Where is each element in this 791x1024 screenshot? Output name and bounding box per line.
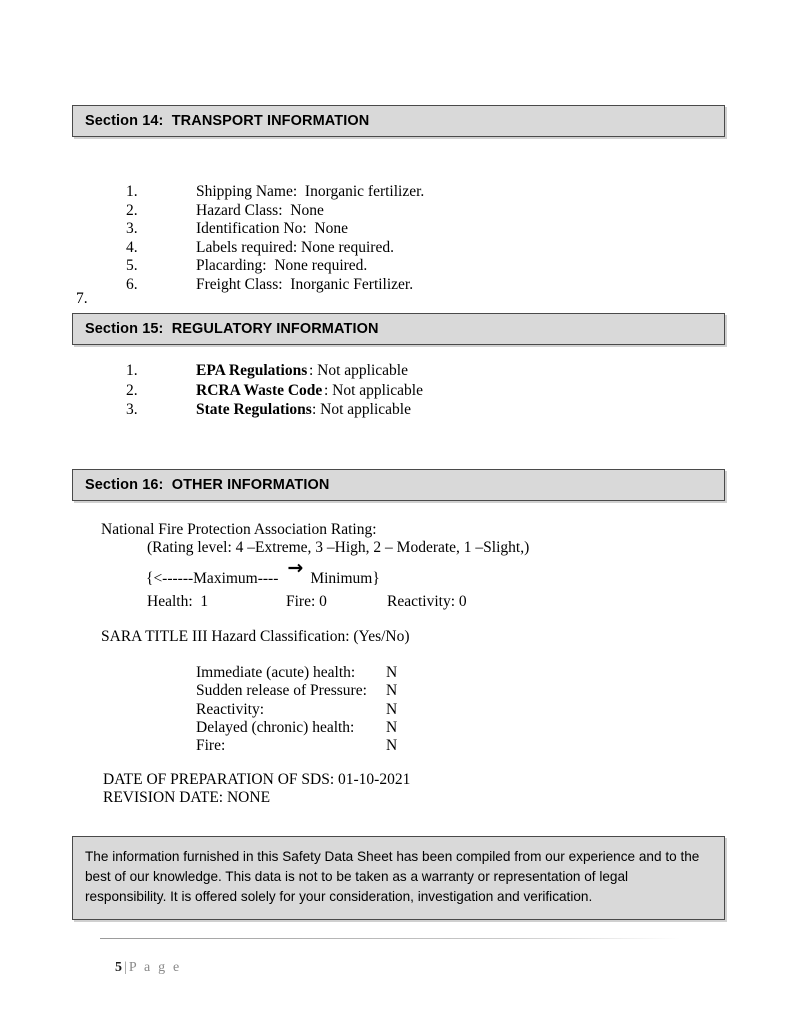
sara-row-value: N <box>386 682 398 700</box>
list-item-text: Identification No: None <box>196 220 348 238</box>
sara-row-value: N <box>386 718 398 736</box>
right-arrow-icon: → <box>287 557 304 579</box>
nfpa-rating-levels: (Rating level: 4 –Extreme, 3 –High, 2 – Moderate, 1 –Slight,) <box>147 539 530 556</box>
nfpa-title: National Fire Protection Association Rating: <box>101 521 377 538</box>
section-14-title: Section 14: TRANSPORT INFORMATION <box>85 113 370 129</box>
list-item-number: 3. <box>126 401 138 418</box>
list-item-number: 1. <box>126 362 138 379</box>
list-item-text: Shipping Name: Inorganic fertilizer. <box>196 183 425 200</box>
footer-page-number: 5 <box>115 960 122 975</box>
list-item-label: State Regulations <box>196 401 312 418</box>
section-14-header <box>72 105 725 137</box>
list-item-label: RCRA Waste Code <box>196 381 323 399</box>
nfpa-scale <box>146 557 380 588</box>
list-item-value: : Not applicable <box>312 401 411 418</box>
nfpa-health-rating: Health: 1 <box>147 593 209 610</box>
footer-page-word: P a g e <box>128 960 182 975</box>
list-item-value: : Not applicable <box>309 362 408 379</box>
orphan-list-number: 7. <box>76 290 88 307</box>
list-item-number: 2. <box>126 381 138 399</box>
list-item-number: 1. <box>126 183 138 200</box>
sara-row-label: Reactivity: <box>196 700 265 718</box>
preparation-date: DATE OF PREPARATION OF SDS: 01-10-2021 <box>103 771 411 788</box>
list-item-text: Freight Class: Inorganic Fertilizer. <box>196 275 414 293</box>
sara-row-label: Delayed (chronic) health: <box>196 718 355 736</box>
nfpa-scale-minimum: Minimum} <box>310 570 380 587</box>
section-15-title: Section 15: REGULATORY INFORMATION <box>85 321 379 337</box>
sara-row-label: Fire: <box>196 737 226 755</box>
list-item-value: : Not applicable <box>324 381 423 399</box>
list-item-number: 3. <box>126 220 138 238</box>
list-item-number: 5. <box>126 257 138 275</box>
list-item-number: 2. <box>126 201 138 219</box>
nfpa-fire-rating: Fire: 0 <box>286 593 327 610</box>
disclaimer-text: The information furnished in this Safety Data Sheet has been compiled from our experience and to the best of our knowledge. This data is not to be taken as a warranty or representation of legal responsibility. It is offered solely for your consideration, investigation and verification. <box>85 849 700 904</box>
list-item-text: Hazard Class: None <box>196 201 324 219</box>
list-item-label: EPA Regulations <box>196 362 308 379</box>
list-item-text: Labels required: None required. <box>196 238 394 256</box>
nfpa-reactivity-rating: Reactivity: 0 <box>387 593 467 610</box>
sara-row-label: Immediate (acute) health: <box>196 664 356 681</box>
nfpa-rating-values <box>147 593 567 613</box>
list-item-number: 6. <box>126 275 138 293</box>
section-15-header <box>72 313 725 345</box>
section-16-title: Section 16: OTHER INFORMATION <box>85 477 330 493</box>
sara-title: SARA TITLE III Hazard Classification: (Yes/No) <box>101 628 410 645</box>
sara-row-value: N <box>386 737 398 755</box>
page-footer <box>101 944 181 992</box>
revision-date: REVISION DATE: NONE <box>103 789 271 806</box>
footer-divider <box>100 938 680 939</box>
footer-separator: | <box>124 960 127 975</box>
list-item-text: Placarding: None required. <box>196 257 368 275</box>
sara-row-value: N <box>386 700 398 718</box>
list-item-number: 4. <box>126 238 138 256</box>
sara-row-label: Sudden release of Pressure: <box>196 682 367 700</box>
nfpa-scale-maximum: {<------Maximum---- <box>146 570 279 587</box>
section-16-header <box>72 469 725 501</box>
sara-row-value: N <box>386 664 398 681</box>
disclaimer-box <box>72 836 725 920</box>
